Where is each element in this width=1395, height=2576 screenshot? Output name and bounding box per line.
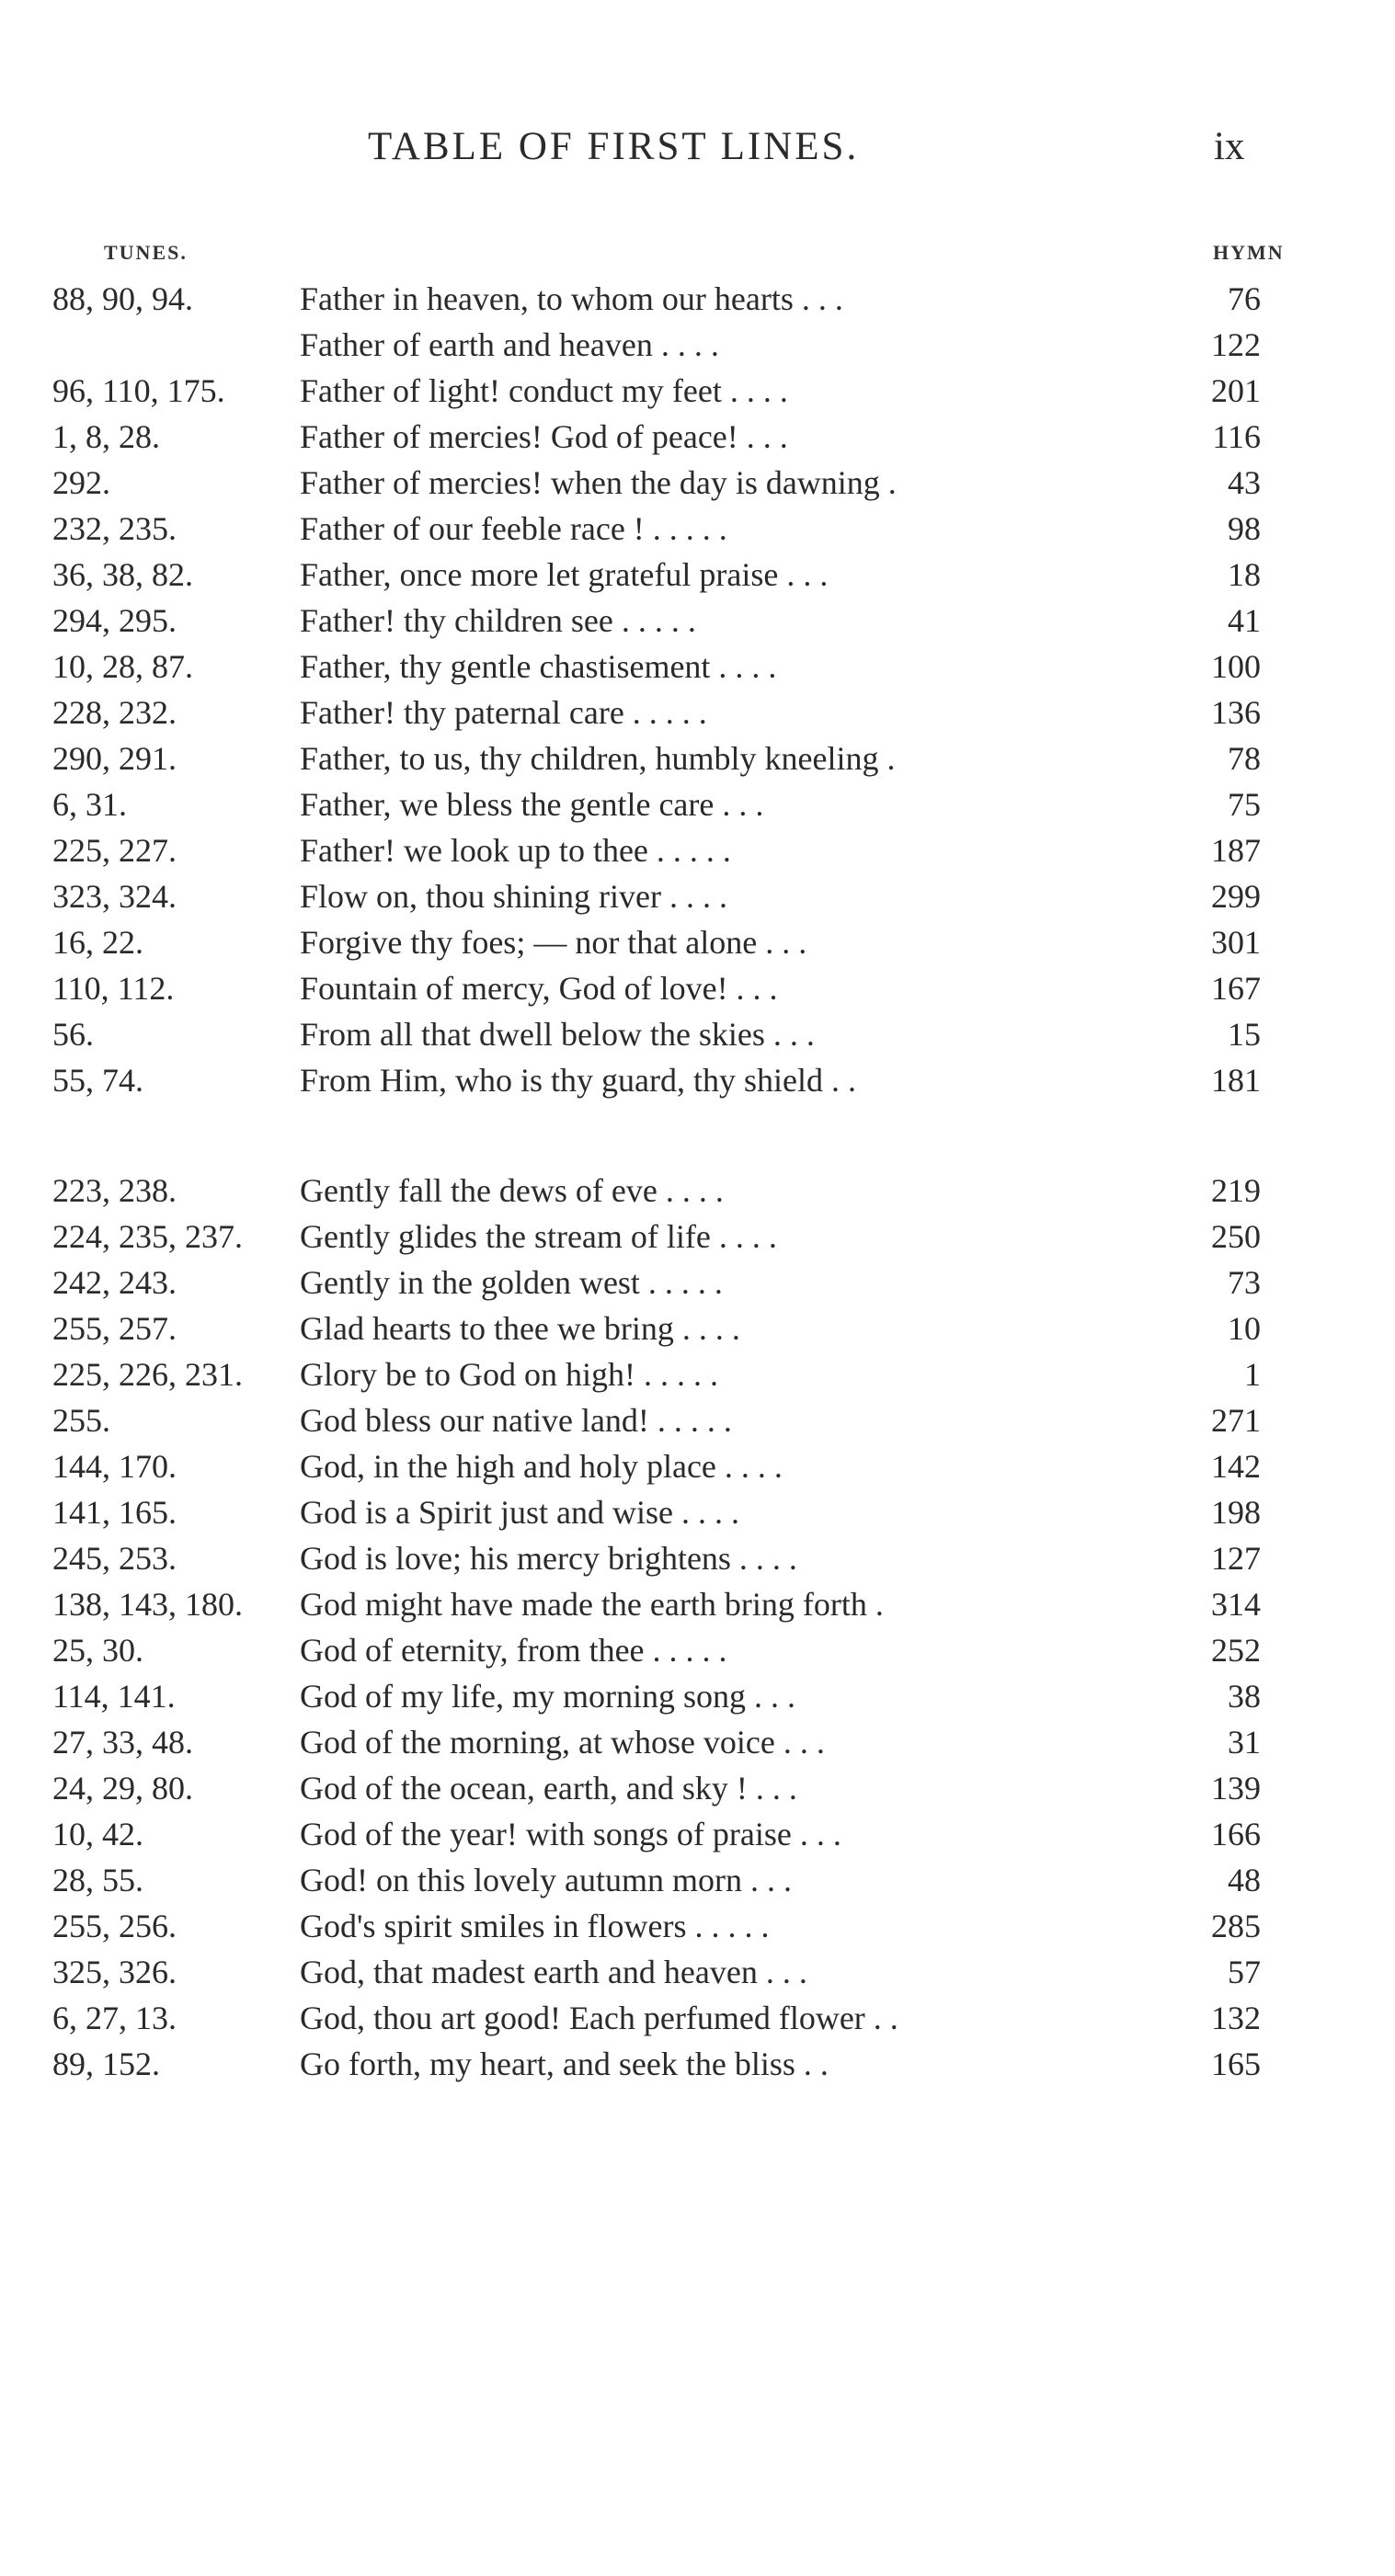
tune-numbers: 55, 74. [52, 1062, 143, 1099]
tune-numbers: 245, 253. [52, 1540, 177, 1577]
hymn-first-line: God of my life, my morning song . . . [300, 1678, 795, 1715]
hymn-first-line: Go forth, my heart, and seek the bliss . . [300, 2046, 829, 2082]
index-entry [0, 1168, 1395, 1214]
index-entry [0, 1305, 1395, 1351]
tune-numbers: 138, 143, 180. [52, 1586, 243, 1623]
index-entry [0, 1397, 1395, 1443]
hymn-first-line: Father of mercies! when the day is dawning . [300, 464, 897, 501]
index-entry [0, 1719, 1395, 1765]
index-entry [0, 1443, 1395, 1489]
hymn-number: 271 [1211, 1402, 1261, 1439]
tune-numbers: 10, 28, 87. [52, 648, 193, 685]
tune-numbers: 6, 27, 13. [52, 2000, 177, 2036]
hymn-first-line: Father, thy gentle chastisement . . . . [300, 648, 777, 685]
index-entry [0, 827, 1395, 873]
index-entry [0, 1903, 1395, 1949]
hymn-number: 31 [1228, 1724, 1261, 1761]
hymn-number: 57 [1228, 1954, 1261, 1990]
hymn-number: 127 [1211, 1540, 1261, 1577]
tune-numbers: 25, 30. [52, 1632, 143, 1669]
hymn-first-line: Father of earth and heaven . . . . [300, 326, 719, 363]
index-entry [0, 1214, 1395, 1260]
index-entry [0, 1673, 1395, 1719]
hymn-first-line: God of eternity, from thee . . . . . [300, 1632, 727, 1669]
hymn-number: 1 [1244, 1356, 1261, 1393]
hymn-first-line: God is a Spirit just and wise . . . . [300, 1494, 739, 1531]
tune-numbers: 89, 152. [52, 2046, 160, 2082]
hymn-number: 167 [1211, 970, 1261, 1007]
tune-numbers: 88, 90, 94. [52, 280, 193, 317]
hymn-first-line: God of the year! with songs of praise . . . [300, 1816, 841, 1852]
index-entry [0, 781, 1395, 827]
tune-numbers: 225, 226, 231. [52, 1356, 243, 1393]
index-entry [0, 276, 1395, 322]
hymn-first-line: Father of our feeble race ! . . . . . [300, 510, 727, 547]
hymn-number: 299 [1211, 878, 1261, 915]
hymn-number: 100 [1211, 648, 1261, 685]
hymn-first-line: God's spirit smiles in flowers . . . . . [300, 1908, 770, 1944]
hymn-number: 132 [1211, 2000, 1261, 2036]
page-number: ix [1214, 125, 1245, 168]
hymn-number: 165 [1211, 2046, 1261, 2082]
hymn-first-line: Forgive thy foes; — nor that alone . . . [300, 924, 807, 961]
hymn-first-line: God of the ocean, earth, and sky ! . . . [300, 1770, 797, 1807]
hymn-number: 201 [1211, 372, 1261, 409]
tune-numbers: 141, 165. [52, 1494, 177, 1531]
tune-numbers: 242, 243. [52, 1264, 177, 1301]
tune-numbers: 10, 42. [52, 1816, 143, 1852]
tune-numbers: 294, 295. [52, 602, 177, 639]
index-entry [0, 1581, 1395, 1627]
hymn-first-line: From all that dwell below the skies . . . [300, 1016, 815, 1053]
column-headers [0, 241, 1395, 268]
hymn-first-line: God! on this lovely autumn morn . . . [300, 1862, 792, 1898]
index-entry [0, 1949, 1395, 1995]
tune-numbers: 1, 8, 28. [52, 418, 160, 455]
tune-numbers: 290, 291. [52, 740, 177, 777]
index-entry [0, 1535, 1395, 1581]
index-entry [0, 414, 1395, 460]
hymn-number: 219 [1211, 1172, 1261, 1209]
hymn-number: 15 [1228, 1016, 1261, 1053]
hymn-number: 136 [1211, 694, 1261, 731]
hymn-first-line: God, thou art good! Each perfumed flower . . [300, 2000, 898, 2036]
index-entry [0, 598, 1395, 644]
hymn-first-line: Father, once more let grateful praise . . . [300, 556, 829, 593]
hymn-first-line: God, that madest earth and heaven . . . [300, 1954, 807, 1990]
page-header [0, 124, 1395, 179]
hymn-first-line: Father of light! conduct my feet . . . . [300, 372, 788, 409]
index-entry [0, 965, 1395, 1011]
hymn-number: 43 [1228, 464, 1261, 501]
index-entry [0, 919, 1395, 965]
index-entry [0, 322, 1395, 368]
index-entry [0, 2041, 1395, 2087]
tune-numbers: 16, 22. [52, 924, 143, 961]
index-entry [0, 873, 1395, 919]
hymn-first-line: God might have made the earth bring forth . [300, 1586, 884, 1623]
index-entry [0, 1627, 1395, 1673]
tune-numbers: 232, 235. [52, 510, 177, 547]
hymn-number: 78 [1228, 740, 1261, 777]
hymn-first-line: Father! we look up to thee . . . . . [300, 832, 731, 869]
tune-numbers: 56. [52, 1016, 94, 1053]
hymn-first-line: Fountain of mercy, God of love! . . . [300, 970, 778, 1007]
hymn-first-line: From Him, who is thy guard, thy shield . . [300, 1062, 856, 1099]
tune-numbers: 36, 38, 82. [52, 556, 193, 593]
hymn-number: 73 [1228, 1264, 1261, 1301]
hymn-number: 122 [1211, 326, 1261, 363]
tune-numbers: 255. [52, 1402, 110, 1439]
tune-numbers: 292. [52, 464, 110, 501]
tune-numbers: 228, 232. [52, 694, 177, 731]
tune-numbers: 28, 55. [52, 1862, 143, 1898]
index-entry [0, 552, 1395, 598]
tune-numbers: 27, 33, 48. [52, 1724, 193, 1761]
hymn-number: 198 [1211, 1494, 1261, 1531]
hymn-number: 98 [1228, 510, 1261, 547]
hymn-first-line: Father of mercies! God of peace! . . . [300, 418, 788, 455]
hymn-number: 41 [1228, 602, 1261, 639]
hymn-first-line: Father, we bless the gentle care . . . [300, 786, 764, 823]
index-entry [0, 1765, 1395, 1811]
hymn-first-line: God, in the high and holy place . . . . [300, 1448, 783, 1485]
index-entry [0, 1857, 1395, 1903]
hymn-first-line: God of the morning, at whose voice . . . [300, 1724, 825, 1761]
hymn-first-line: Father! thy paternal care . . . . . [300, 694, 707, 731]
hymn-number: 285 [1211, 1908, 1261, 1944]
index-entry [0, 690, 1395, 735]
tune-numbers: 255, 256. [52, 1908, 177, 1944]
hymn-number: 166 [1211, 1816, 1261, 1852]
hymn-number: 301 [1211, 924, 1261, 961]
tune-numbers: 325, 326. [52, 1954, 177, 1990]
hymn-number: 48 [1228, 1862, 1261, 1898]
index-entry [0, 1811, 1395, 1857]
hymn-number: 76 [1228, 280, 1261, 317]
hymn-number: 18 [1228, 556, 1261, 593]
index-entry [0, 735, 1395, 781]
hymn-first-line: Father! thy children see . . . . . [300, 602, 696, 639]
tune-numbers: 144, 170. [52, 1448, 177, 1485]
hymn-number: 250 [1211, 1218, 1261, 1255]
index-entry [0, 644, 1395, 690]
index-entry [0, 1351, 1395, 1397]
tune-numbers: 114, 141. [52, 1678, 176, 1715]
tune-numbers: 224, 235, 237. [52, 1218, 243, 1255]
hymn-number: 314 [1211, 1586, 1261, 1623]
hymn-first-line: Glad hearts to thee we bring . . . . [300, 1310, 740, 1347]
hymn-number: 181 [1211, 1062, 1261, 1099]
hymn-first-line: Glory be to God on high! . . . . . [300, 1356, 718, 1393]
hymn-first-line: Father in heaven, to whom our hearts . . . [300, 280, 843, 317]
hymn-column-header: HYMN [1213, 241, 1285, 264]
hymn-number: 187 [1211, 832, 1261, 869]
hymn-first-line: Flow on, thou shining river . . . . [300, 878, 727, 915]
hymn-first-line: Gently glides the stream of life . . . . [300, 1218, 777, 1255]
hymn-number: 252 [1211, 1632, 1261, 1669]
hymn-first-line: God bless our native land! . . . . . [300, 1402, 732, 1439]
index-entry [0, 368, 1395, 414]
tune-numbers: 110, 112. [52, 970, 175, 1007]
hymn-first-line: Gently fall the dews of eve . . . . [300, 1172, 724, 1209]
hymn-number: 10 [1228, 1310, 1261, 1347]
hymn-number: 142 [1211, 1448, 1261, 1485]
index-entry [0, 1260, 1395, 1305]
tune-numbers: 323, 324. [52, 878, 177, 915]
index-entry [0, 460, 1395, 506]
tune-numbers: 223, 238. [52, 1172, 177, 1209]
tune-numbers: 255, 257. [52, 1310, 177, 1347]
tune-numbers: 6, 31. [52, 786, 127, 823]
hymn-number: 116 [1212, 418, 1261, 455]
hymn-first-line: God is love; his mercy brightens . . . . [300, 1540, 797, 1577]
tunes-column-header: TUNES. [104, 241, 188, 264]
index-entry [0, 1011, 1395, 1057]
tune-numbers: 96, 110, 175. [52, 372, 225, 409]
tune-numbers: 24, 29, 80. [52, 1770, 193, 1807]
hymn-first-line: Father, to us, thy children, humbly kneeling . [300, 740, 896, 777]
hymn-first-line: Gently in the golden west . . . . . [300, 1264, 723, 1301]
index-entry [0, 1489, 1395, 1535]
hymn-number: 139 [1211, 1770, 1261, 1807]
hymn-number: 38 [1228, 1678, 1261, 1715]
index-entry [0, 1057, 1395, 1103]
hymn-number: 75 [1228, 786, 1261, 823]
page-title: TABLE OF FIRST LINES. [368, 125, 860, 168]
tune-numbers: 225, 227. [52, 832, 177, 869]
index-entry [0, 506, 1395, 552]
index-entry [0, 1995, 1395, 2041]
